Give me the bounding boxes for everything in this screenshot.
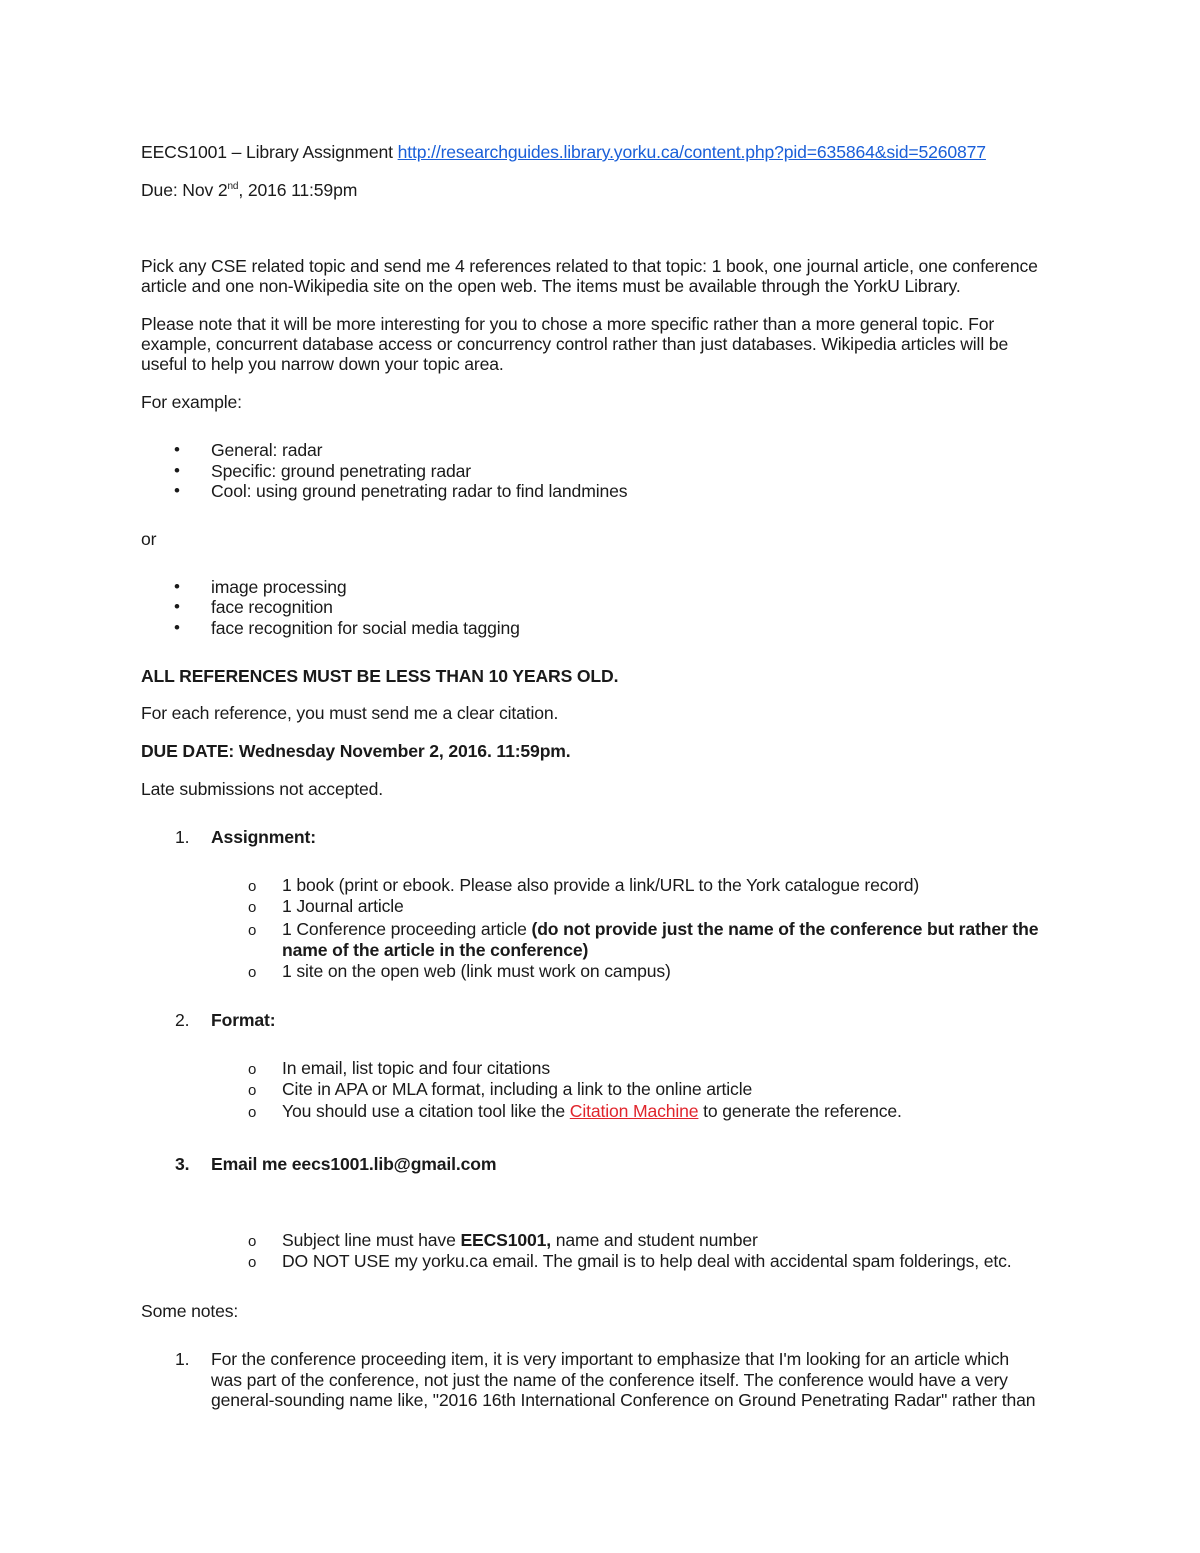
age-rule: ALL REFERENCES MUST BE LESS THAN 10 YEARS OLD. (141, 666, 619, 686)
list-marker: o (248, 964, 257, 981)
section-title-format: Format: (211, 1010, 276, 1030)
intro-p2-line2: example, concurrent database access or concurrency control rather than just databases. Wikipedia articles will be (141, 334, 1009, 354)
list-item-text: You should use a citation tool like the (282, 1101, 570, 1121)
list-marker: o (248, 1061, 257, 1078)
for-example-label: For example: (141, 392, 242, 412)
assignment-title-line (141, 142, 986, 163)
section-title-assignment: Assignment: (211, 827, 316, 847)
list-item: 1 book (print or ebook. Please also provide a link/URL to the York catalogue record) (282, 875, 920, 895)
list-item-text: to generate the reference. (698, 1101, 902, 1121)
or-text: or (141, 529, 157, 549)
list-item: 1 site on the open web (link must work on campus) (282, 961, 671, 981)
research-guide-link[interactable]: http://researchguides.library.yorku.ca/content.php?pid=635864&sid=5260877 (397, 142, 986, 162)
section-number: 3. (175, 1154, 190, 1174)
bullet-icon (174, 597, 180, 618)
list-item (282, 919, 1038, 940)
list-item: DO NOT USE my yorku.ca email. The gmail is to help deal with accidental spam folderings, etc. (282, 1251, 1012, 1271)
intro-p1-line1: Pick any CSE related topic and send me 4 references related to that topic: 1 book, one journal article, one conference (141, 256, 1038, 276)
citation-machine-link[interactable]: Citation Machine (569, 1101, 699, 1121)
section-number: 2. (175, 1010, 190, 1030)
bullet-icon (174, 577, 180, 598)
list-item: image processing (211, 577, 347, 597)
list-marker: o (248, 1082, 257, 1099)
list-item-text: Subject line must have (282, 1230, 461, 1250)
bullet-icon (174, 618, 180, 639)
section-title-email: Email me eecs1001.lib@gmail.com (211, 1154, 497, 1174)
list-item: 1 Journal article (282, 896, 404, 916)
section-number: 1. (175, 827, 190, 847)
assignment-title: EECS1001 – Library Assignment (141, 142, 398, 162)
note-number: 1. (175, 1349, 190, 1369)
list-item (282, 1101, 902, 1122)
due-superscript: nd (227, 181, 239, 193)
list-item: face recognition (211, 597, 333, 617)
list-item-emphasis: EECS1001, (460, 1230, 552, 1250)
note-line: was part of the conference, not just the name of the conference itself. The conference would have a very (211, 1370, 1008, 1390)
intro-p2-line3: useful to help you narrow down your topic area. (141, 354, 504, 374)
list-item-text: name and student number (551, 1230, 758, 1250)
bullet-icon (174, 461, 180, 482)
bullet-icon (174, 440, 180, 461)
intro-p1-line2: article and one non-Wikipedia site on the open web. The items must be available through the YorkU Library. (141, 276, 961, 296)
list-marker: o (248, 1104, 257, 1121)
list-item-emphasis-cont: name of the article in the conference) (282, 940, 589, 960)
list-item: In email, list topic and four citations (282, 1058, 550, 1078)
bullet-icon (174, 481, 180, 502)
list-item (282, 1230, 758, 1251)
due-prefix: Due: Nov 2 (141, 180, 228, 200)
citation-rule: For each reference, you must send me a clear citation. (141, 703, 559, 723)
list-item-emphasis: (do not provide just the name of the conference but rather the (531, 919, 1039, 939)
list-item: General: radar (211, 440, 323, 460)
list-item-text: 1 Conference proceeding article (282, 919, 532, 939)
note-line: For the conference proceeding item, it is very important to emphasize that I'm looking for an article which (211, 1349, 1009, 1369)
notes-heading: Some notes: (141, 1301, 239, 1321)
due-date-rule: DUE DATE: Wednesday November 2, 2016. 11:59pm. (141, 741, 571, 761)
list-item: Cite in APA or MLA format, including a link to the online article (282, 1079, 753, 1099)
late-notice: Late submissions not accepted. (141, 779, 383, 799)
list-item: Cool: using ground penetrating radar to find landmines (211, 481, 628, 501)
list-marker: o (248, 899, 257, 916)
due-suffix: , 2016 11:59pm (238, 180, 358, 200)
due-line (141, 180, 357, 201)
list-item: Specific: ground penetrating radar (211, 461, 471, 481)
list-marker: o (248, 1254, 257, 1271)
intro-p2-line1: Please note that it will be more interesting for you to chose a more specific rather than a more general topic. For (141, 314, 995, 334)
note-line: general-sounding name like, "2016 16th International Conference on Ground Penetrating Radar" rather than (211, 1390, 1036, 1410)
list-marker: o (248, 922, 257, 939)
list-marker: o (248, 878, 257, 895)
list-marker: o (248, 1233, 257, 1250)
list-item: face recognition for social media tagging (211, 618, 520, 638)
